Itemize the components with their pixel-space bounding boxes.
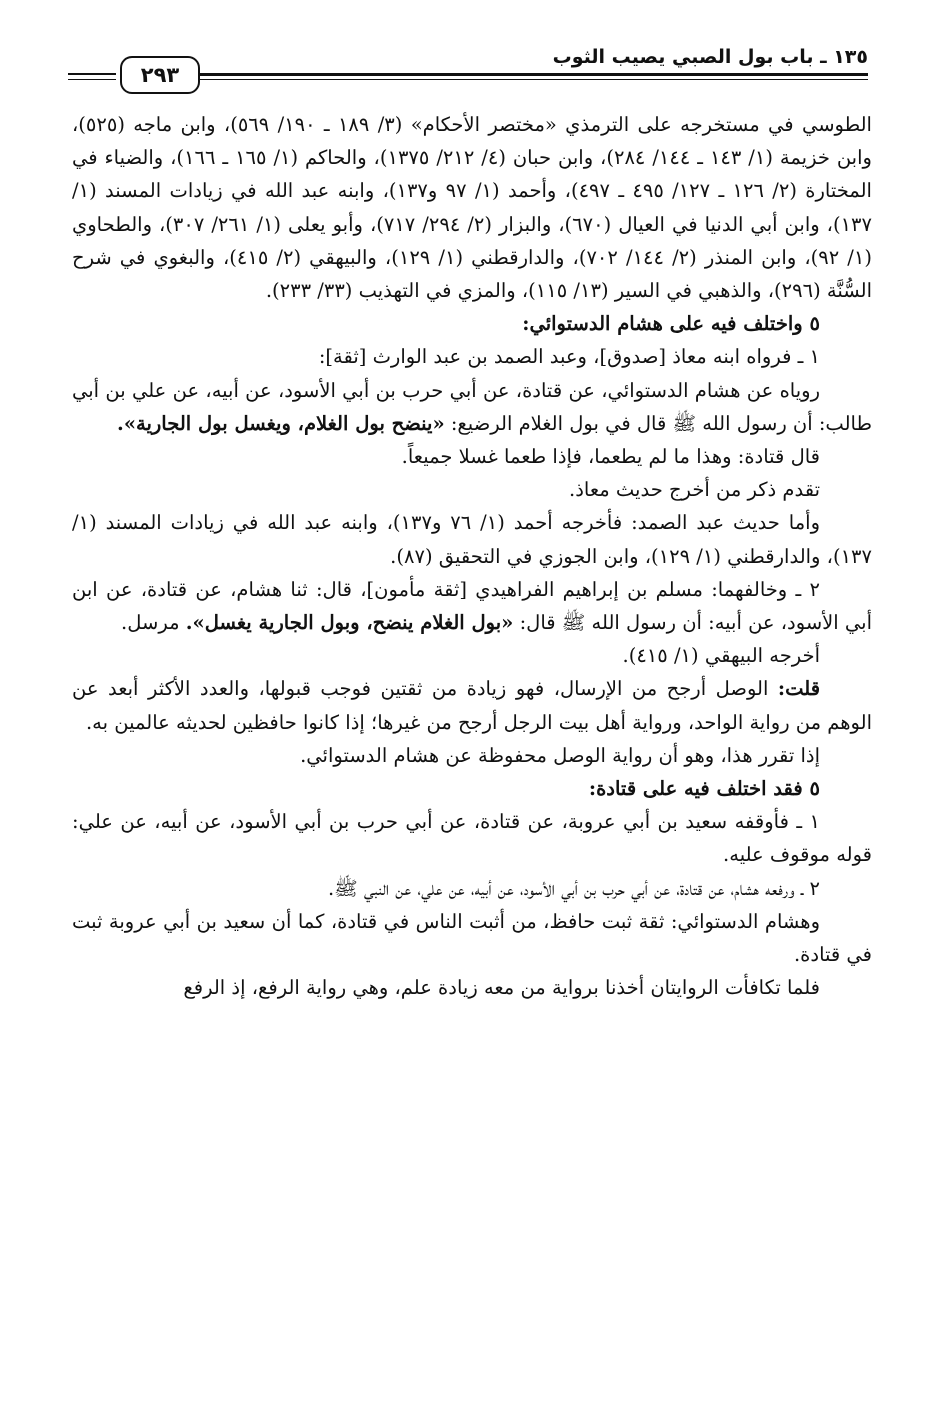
header-rule-left [68, 73, 116, 75]
paragraph: وهشام الدستوائي: ثقة ثبت حافظ، من أثبت الناس في قتادة، كما أن سعيد بن أبي عروبة ثبت في قتادة. [72, 909, 872, 967]
paragraph-text: الوصل أرجح من الإرسال، فهو زيادة من ثقتين فوجب قبولها، والعدد الأكثر أبعد عن الوهم من رواية الواحد، ورواية أهل بيت الرجل أرجح من غيرها؛ إذا كانوا حافظين لحديثه عالمين به. [72, 677, 872, 734]
section-heading [72, 307, 872, 340]
page-number: ٢٩٣ [120, 56, 200, 94]
heading-text: فقد اختلف فيه على قتادة: [588, 777, 803, 801]
paragraph: فلما تكافأت الروايتان أخذنا برواية من معه زيادة علم، وهي رواية الرفع، إذ الرفع [183, 976, 820, 1000]
hadith-quote: «بول الغلام ينضح، وبول الجارية يغسل». [185, 611, 514, 635]
paragraph [72, 573, 872, 639]
page-body [72, 108, 872, 1004]
note-label: قلت: [777, 677, 821, 701]
paragraph: وأما حديث عبد الصمد: فأخرجه أحمد (١/ ٧٦ و١٣٧)، وابنه عبد الله في زيادات المسند (١/ ١٣٧)، والدارقطني (١/ ١٢٩)، وابن الجوزي في التحقيق (٨٧). [72, 511, 872, 568]
paragraph-text: مرسل. [121, 611, 180, 635]
header-rule-left-thin [68, 79, 116, 80]
paragraph [72, 374, 872, 440]
paragraph: إذا تقرر هذا، وهو أن رواية الوصل محفوظة عن هشام الدستوائي. [300, 743, 820, 767]
header-rule-thin [198, 79, 868, 80]
paragraph-text: روياه عن هشام الدستوائي، عن قتادة، عن أبي حرب بن أبي الأسود، عن أبيه، عن علي بن أبي طالب: أن رسول الله ﷺ قال في بول الغلام الرضيع: [72, 378, 872, 435]
paragraph: ١ ـ فرواه ابنه معاذ [صدوق]، وعبد الصمد بن عبد الوارث [ثقة]: [318, 345, 820, 369]
paragraph: تقدم ذكر من أخرج حديث معاذ. [569, 478, 820, 502]
paragraph: ٢ ـ ورفعه هشام، عن قتادة، عن أبي حرب بن أبي الأسود، عن أبيه، عن علي، عن النبي ﷺ. [327, 876, 820, 900]
paragraph: الطوسي في مستخرجه على الترمذي «مختصر الأحكام» (٣/ ١٨٩ ـ ١٩٠/ ٥٦٩)، وابن ماجه (٥٢٥)، وابن خزيمة (١/ ١٤٣ ـ ١٤٤/ ٢٨٤)، وابن حبان (٤/ ٢١٢/ ١٣٧٥)، والحاكم (١/ ١٦٥ ـ ١٦٦)، والضياء في المختارة (٢/ ١٢٦ ـ ١٢٧/ ٤٩٥ ـ ٤٩٧)، وأحمد (١/ ٩٧ و١٣٧)، وابنه عبد الله في زيادات المسند (١/ ١٣٧)، وابن أبي الدنيا في العيال (٦٧٠)، والبزار (٢/ ٢٩٤/ ٧١٧)، وأبو يعلى (١/ ٢٦١/ ٣٠٧)، والطحاوي (١/ ٩٢)، وابن المنذر (٢/ ١٤٤/ ٧٠٢)، والدارقطني (١/ ١٢٩)، والبيهقي (٢/ ٤١٥)، والبغوي في شرح السُّنَّة (٢٩٦)، والذهبي في السير (١٣/ ١١٥)، والمزي في التهذيب (٣٣/ ٢٣٣). [72, 113, 872, 303]
page-header [68, 40, 868, 96]
paragraph: قال قتادة: وهذا ما لم يطعما، فإذا طعما غسلا جميعاً. [401, 445, 820, 469]
chapter-title: ١٣٥ ـ باب بول الصبي يصيب الثوب [552, 46, 868, 68]
bullet-icon: ٥ [809, 312, 820, 336]
header-rule [198, 73, 868, 76]
section-heading [72, 772, 872, 805]
hadith-quote: «ينضح بول الغلام، ويغسل بول الجارية». [117, 411, 445, 435]
paragraph: أخرجه البيهقي (١/ ٤١٥). [622, 644, 820, 668]
bullet-icon: ٥ [809, 777, 820, 801]
heading-text: واختلف فيه على هشام الدستوائي: [522, 312, 803, 336]
paragraph [72, 672, 872, 738]
paragraph: ١ ـ فأوقفه سعيد بن أبي عروبة، عن قتادة، عن أبي حرب بن أبي الأسود، عن أبيه، عن علي: قوله موقوف عليه. [72, 810, 872, 867]
paragraph-text: ٢ ـ وخالفهما: مسلم بن إبراهيم الفراهيدي [ثقة مأمون]، قال: ثنا هشام، عن قتادة، عن ابن أبي الأسود، عن أبيه: أن رسول الله ﷺ قال: [72, 577, 872, 635]
